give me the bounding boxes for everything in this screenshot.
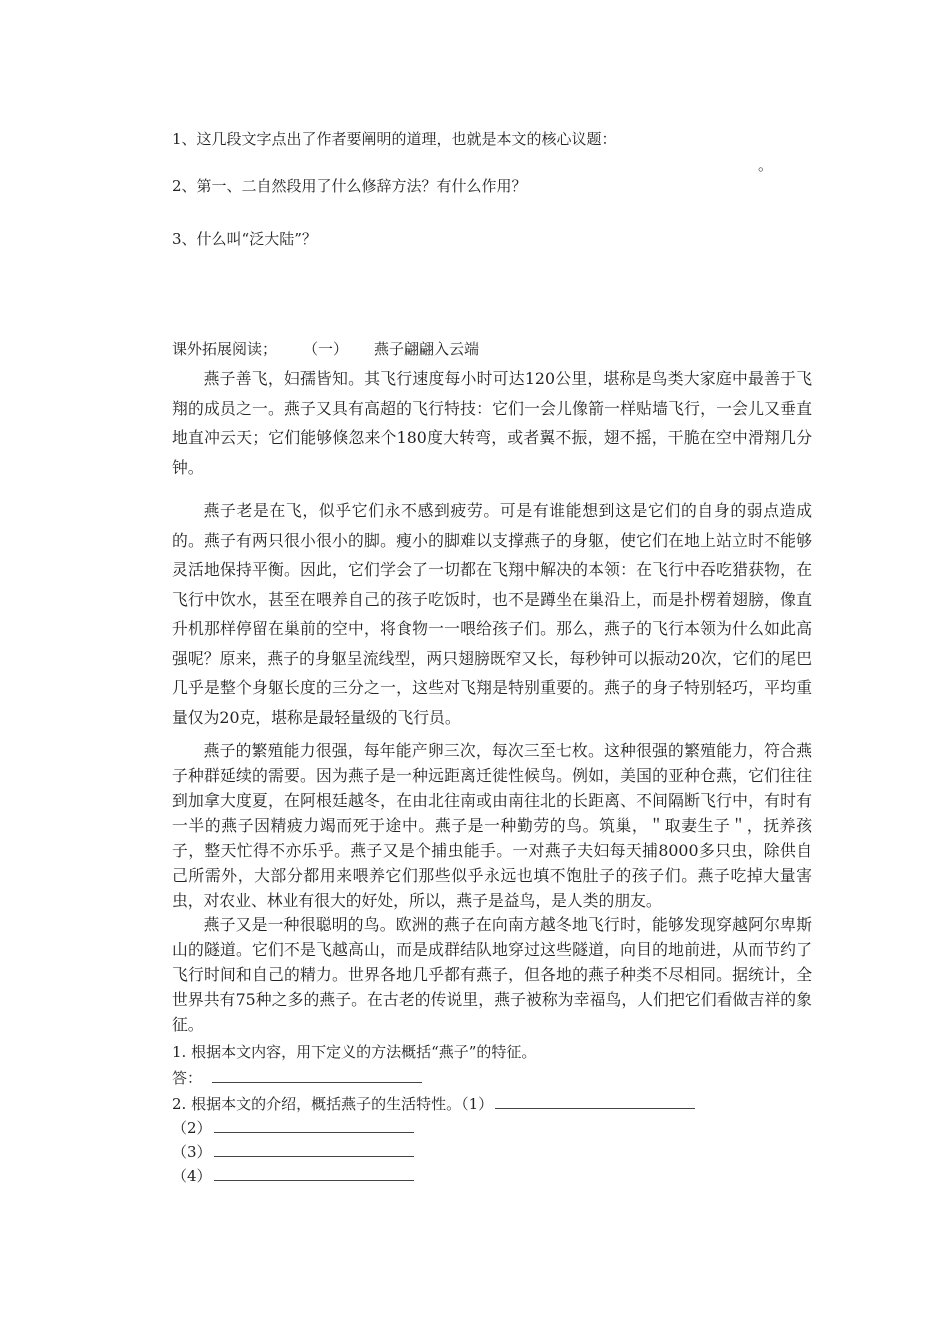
habit-label-3: （3） xyxy=(172,1143,212,1161)
question-rhetoric: 2、第一、二自然段用了什么修辞方法？有什么作用？ xyxy=(172,177,527,195)
habit-blank-4[interactable] xyxy=(214,1164,414,1181)
question-habits-text: 2. 根据本文的介绍，概括燕子的生活特性。（1） xyxy=(172,1095,494,1113)
habit-row-2 xyxy=(172,1116,414,1139)
extension-number: （一） xyxy=(303,340,349,358)
paragraph-1: 燕子善飞，妇孺皆知。其飞行速度每小时可达120公里，堪称是鸟类大家庭中最善于飞翔的成员之一。燕子又具有高超的飞行特技：它们一会儿像箭一样贴墙飞行，一会儿又垂直地直冲云天；它们能够倏忽来个180度大转弯，或者翼不振，翅不摇，干脆在空中滑翔几分钟。 xyxy=(172,369,812,477)
habit-row-3 xyxy=(172,1140,414,1163)
habit-label-2: （2） xyxy=(172,1119,212,1137)
habit-row-4 xyxy=(172,1164,414,1187)
question-definition: 1. 根据本文内容，用下定义的方法概括“燕子”的特征。 xyxy=(172,1043,537,1061)
habit-blank-3[interactable] xyxy=(214,1140,414,1157)
question-core-topic: 1、这几段文字点出了作者要阐明的道理，也就是本文的核心议题： xyxy=(172,130,617,148)
habit-blank-2[interactable] xyxy=(214,1116,414,1133)
paragraph-2: 燕子老是在飞，似乎它们永不感到疲劳。可是有谁能想到这是它们的自身的弱点造成的。燕子有两只很小很小的脚。瘦小的脚难以支撑燕子的身躯，使它们在地上站立时不能够灵活地保持平衡。因此，它们学会了一切都在飞翔中解决的本领：在飞行中吞吃猎获物，在飞行中饮水，甚至在喂养自己的孩子吃饭时，也不是蹲坐在巢沿上，而是扑楞着翅膀，像直升机那样停留在巢前的空中，将食物一一喂给孩子们。那么，燕子的飞行本领为什么如此高强呢？原来，燕子的身躯呈流线型，两只翅膀既窄又长，每秒钟可以振动20次，它们的尾巴几乎是整个身躯长度的三分之一，这些对飞翔是特别重要的。燕子的身子特别轻巧，平均重量仅为20克，堪称是最轻量级的飞行员。 xyxy=(172,501,812,727)
habit-blank-1[interactable] xyxy=(495,1092,695,1109)
period-mark: 。 xyxy=(758,156,774,174)
extension-heading xyxy=(172,338,479,359)
extension-title: 燕子翩翩入云端 xyxy=(374,340,480,358)
extension-label: 课外拓展阅读； xyxy=(172,340,278,358)
paragraph-4: 燕子又是一种很聪明的鸟。欧洲的燕子在向南方越冬地飞行时，能够发现穿越阿尔卑斯山的隧道。它们不是飞越高山，而是成群结队地穿过这些隧道，向目的地前进，从而节约了飞行时间和自己的精力。世界各地几乎都有燕子，但各地的燕子种类不尽相同。据统计，全世界共有75种之多的燕子。在古老的传说里，燕子被称为幸福鸟，人们把它们看做吉祥的象征。 xyxy=(172,915,812,1034)
habit-label-4: （4） xyxy=(172,1167,212,1185)
answer-blank[interactable] xyxy=(212,1066,422,1083)
answer-label: 答： xyxy=(172,1069,203,1087)
paragraph-3: 燕子的繁殖能力很强，每年能产卵三次，每次三至七枚。这种很强的繁殖能力，符合燕子种群延续的需要。因为燕子是一种远距离迁徙性候鸟。例如，美国的亚种仓燕，它们往往到加拿大度夏，在阿根廷越冬，在由北往南或由南往北的长距离、不间隔断飞行中，有时有一半的燕子因精疲力竭而死于途中。燕子是一种勤劳的鸟。筑巢，＂取妻生子＂，抚养孩子，整天忙得不亦乐乎。燕子又是个捕虫能手。一对燕子夫妇每天捕8000多只虫，除供自己所需外，大部分都用来喂养它们那些似乎永远也填不饱肚子的孩子们。燕子吃掉大量害虫，对农业、林业有很大的好处，所以，燕子是益鸟，是人类的朋友。 xyxy=(172,741,812,910)
question-pangaea: 3、什么叫“泛大陆”？ xyxy=(172,230,317,248)
question-habits xyxy=(172,1092,695,1115)
answer-row xyxy=(172,1066,422,1089)
